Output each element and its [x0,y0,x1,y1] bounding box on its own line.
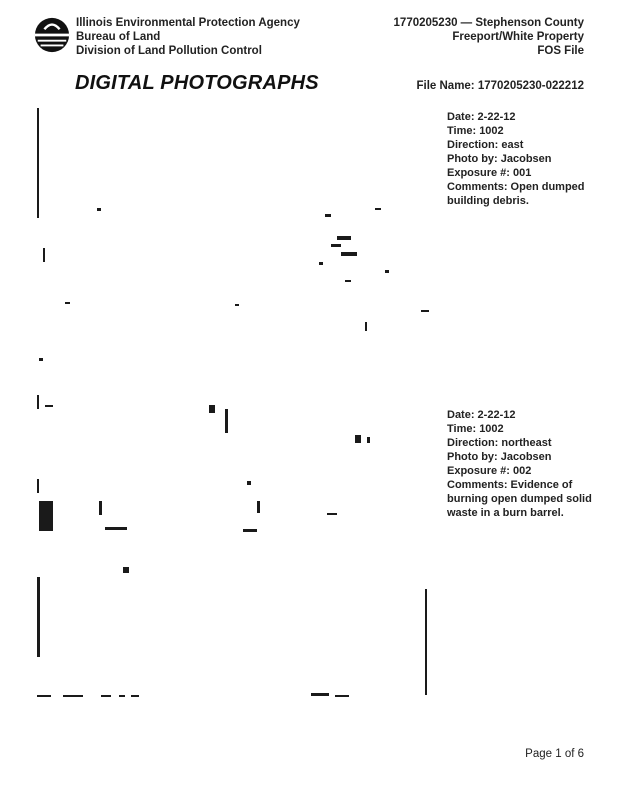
photo-artifact [365,322,367,331]
page-number: Page 1 of 6 [525,748,584,760]
photo-artifact [101,695,111,697]
photo-artifact [257,501,260,513]
photo-artifact [37,577,40,657]
photo-artifact [331,244,341,247]
site-block [394,16,584,58]
photo-comments: Comments: Evidence of burning open dumped solid waste in a burn barrel. [447,479,592,519]
photo-exposure: Exposure #: 002 [447,465,532,477]
photo-date: Date: 2-22-12 [447,111,516,123]
photo-artifact [123,567,129,573]
photo-artifact [335,695,349,697]
photo-1 [35,104,427,370]
photo-artifact [209,405,215,413]
photo-artifact [39,501,53,531]
photo-artifact [319,262,323,265]
file-name: File Name: 1770205230-022212 [416,80,584,92]
site-id-county: 1770205230 — Stephenson County [393,17,584,29]
photo-artifact [345,280,351,282]
photo-exposure: Exposure #: 001 [447,167,532,179]
photo-date: Date: 2-22-12 [447,409,516,421]
photo-artifact [243,529,257,532]
photo-artifact [65,302,70,304]
photo-artifact [97,208,101,211]
photo-artifact [325,214,331,217]
bureau-name: Bureau of Land [76,31,161,43]
photo-artifact [99,501,102,515]
photo-artifact [375,208,381,210]
photo-artifact [341,252,357,256]
photo-artifact [355,435,361,443]
photo-comments: Comments: Open dumped building debris. [447,181,585,207]
photo-2-caption [447,408,597,520]
photo-artifact [327,513,337,515]
photo-photographer: Photo by: Jacobsen [447,451,552,463]
photo-2 [35,395,427,698]
photo-artifact [225,409,228,433]
photo-artifact [105,527,127,530]
photo-artifact [39,358,43,361]
photo-artifact [37,479,39,493]
photo-artifact [247,481,251,485]
agency-block [76,16,300,58]
photo-photographer: Photo by: Jacobsen [447,153,552,165]
site-property: Freeport/White Property [452,31,584,43]
photo-1-caption [447,110,597,208]
photo-direction: Direction: east [447,139,524,151]
photo-artifact [367,437,370,443]
page-title: DIGITAL PHOTOGRAPHS [75,72,319,94]
division-name: Division of Land Pollution Control [76,45,262,57]
photo-artifact [421,310,429,312]
photo-artifact [43,248,45,262]
illinois-epa-logo-icon [33,16,71,54]
photo-artifact [37,395,39,409]
photo-artifact [425,589,427,695]
photo-artifact [63,695,83,697]
photo-direction: Direction: northeast [447,437,552,449]
photo-artifact [37,108,39,218]
photo-artifact [337,236,351,240]
photo-time: Time: 1002 [447,423,504,435]
photo-artifact [37,695,51,697]
photo-artifact [131,695,139,697]
photo-time: Time: 1002 [447,125,504,137]
agency-name: Illinois Environmental Protection Agency [76,17,300,29]
photo-artifact [311,693,329,696]
photo-artifact [119,695,125,697]
photo-artifact [45,405,53,407]
photo-artifact [385,270,389,273]
site-file-type: FOS File [537,45,584,57]
photo-artifact [235,304,239,306]
